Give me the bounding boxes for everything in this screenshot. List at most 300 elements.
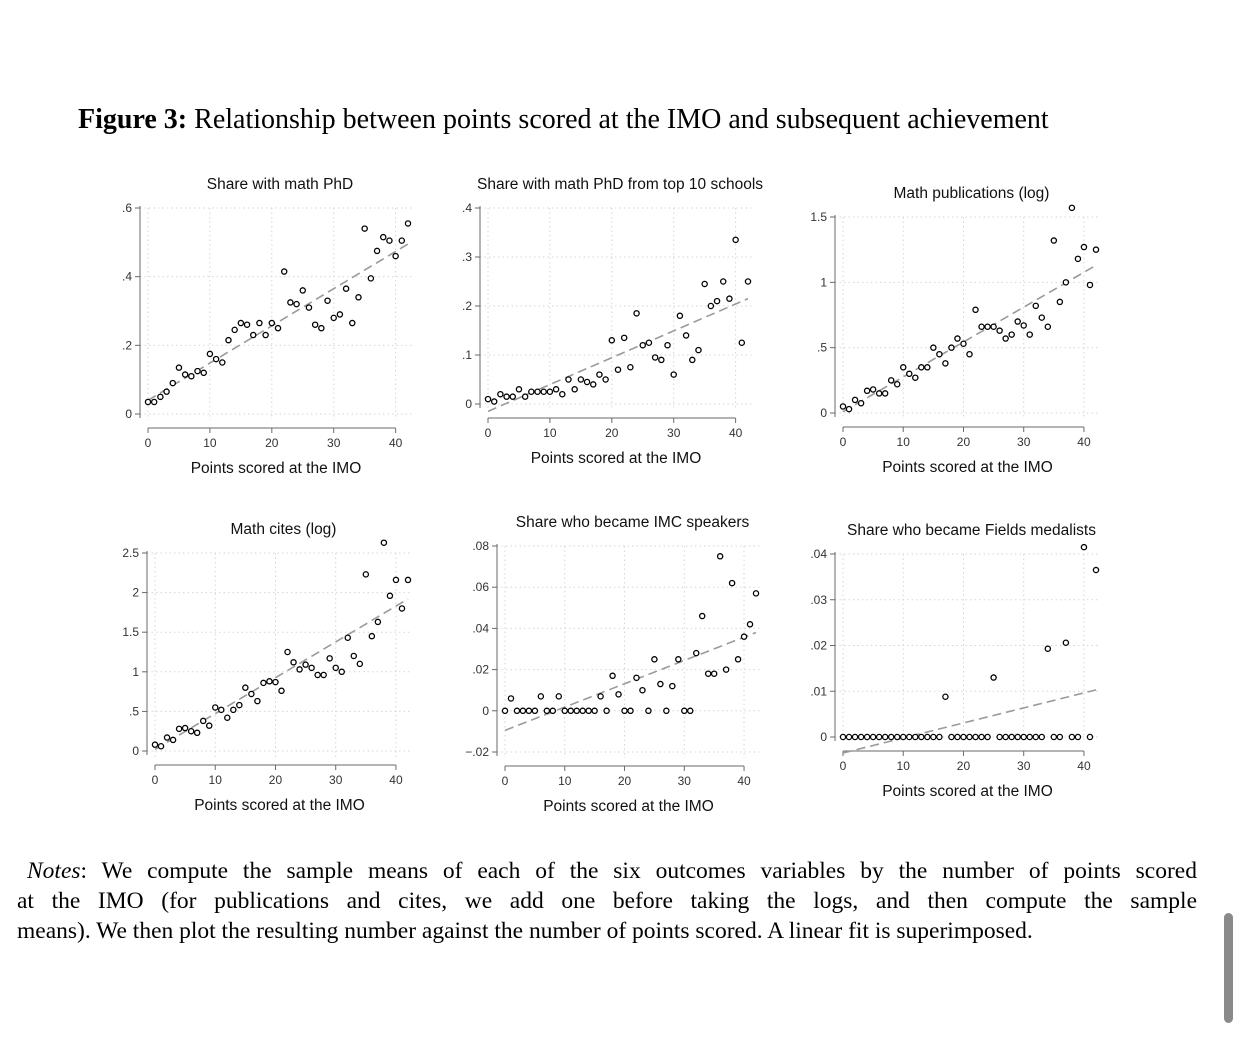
data-point [219, 707, 224, 712]
data-point [592, 708, 597, 713]
data-point [683, 333, 688, 338]
data-point [943, 694, 948, 699]
data-point [213, 356, 218, 361]
data-point [249, 691, 254, 696]
chart-panel-6 [810, 522, 1100, 800]
x-tick-label: 20 [617, 774, 632, 788]
x-tick-label: 40 [1077, 759, 1091, 773]
y-tick-label: .04 [810, 547, 827, 561]
data-point [288, 300, 293, 305]
data-point [864, 388, 869, 393]
data-point [852, 734, 857, 739]
x-tick-label: 40 [388, 436, 403, 450]
chart-panel-1 [122, 176, 412, 477]
data-point [393, 253, 398, 258]
data-point [671, 372, 676, 377]
data-point [535, 389, 540, 394]
x-tick-label: 40 [389, 773, 403, 787]
data-point [362, 226, 367, 231]
data-point [628, 365, 633, 370]
y-tick-label: .3 [461, 250, 472, 264]
x-tick-label: 10 [558, 774, 572, 788]
y-tick-label: 1 [132, 664, 139, 679]
data-point [529, 389, 534, 394]
data-point [846, 734, 851, 739]
x-axis-label: Points scored at the IMO [194, 797, 365, 814]
data-point [1027, 332, 1032, 337]
data-point [526, 708, 531, 713]
data-point [170, 737, 175, 742]
data-point [864, 734, 869, 739]
data-point [492, 399, 497, 404]
data-point [937, 352, 942, 357]
data-point [231, 707, 236, 712]
data-point [640, 688, 645, 693]
data-point [273, 679, 278, 684]
data-point [895, 382, 900, 387]
data-point [991, 324, 996, 329]
data-point [955, 734, 960, 739]
data-point [694, 651, 699, 656]
x-tick-label: 40 [737, 774, 751, 788]
data-point [1027, 734, 1032, 739]
data-point [195, 730, 200, 735]
x-tick-label: 20 [268, 773, 283, 787]
data-point [586, 708, 591, 713]
data-point [170, 381, 175, 386]
x-axis-label: Points scored at the IMO [882, 783, 1053, 800]
data-point [381, 235, 386, 240]
data-point [901, 734, 906, 739]
data-point [949, 345, 954, 350]
data-point [700, 613, 705, 618]
y-tick-label: .01 [810, 684, 827, 699]
data-point [640, 343, 645, 348]
data-point [514, 708, 519, 713]
data-point [261, 680, 266, 685]
fit-line [505, 633, 756, 731]
data-point [739, 340, 744, 345]
data-point [237, 702, 242, 707]
data-point [724, 667, 729, 672]
data-point [615, 367, 620, 372]
data-point [714, 299, 719, 304]
x-tick-label: 30 [1017, 435, 1031, 449]
data-point [1009, 734, 1014, 739]
data-point [562, 708, 567, 713]
data-point [919, 734, 924, 739]
data-point [646, 340, 651, 345]
y-tick-label: 0 [820, 406, 827, 420]
data-point [677, 313, 682, 318]
data-point [238, 320, 243, 325]
chart-panel-2 [462, 176, 763, 467]
data-point [1033, 734, 1038, 739]
data-point [659, 357, 664, 362]
data-point [158, 394, 163, 399]
data-point [319, 326, 324, 331]
data-point [591, 382, 596, 387]
x-tick-label: 10 [896, 435, 910, 449]
data-point [664, 708, 669, 713]
data-point [374, 248, 379, 253]
data-point [405, 221, 410, 226]
data-point [1057, 299, 1062, 304]
data-point [997, 734, 1002, 739]
notes-label: Notes [27, 858, 81, 884]
data-point [399, 238, 404, 243]
data-point [741, 634, 746, 639]
data-point [646, 708, 651, 713]
data-point [604, 708, 609, 713]
data-point [263, 332, 268, 337]
data-point [1051, 238, 1056, 243]
y-tick-label: .08 [472, 539, 489, 553]
data-point [369, 634, 374, 639]
data-point [164, 389, 169, 394]
data-point [955, 336, 960, 341]
data-point [895, 734, 900, 739]
data-point [858, 401, 863, 406]
data-point [547, 389, 552, 394]
x-tick-label: 20 [956, 759, 971, 773]
x-axis-label: Points scored at the IMO [543, 798, 714, 815]
data-point [690, 357, 695, 362]
data-point [267, 679, 272, 684]
data-point [516, 387, 521, 392]
data-point [702, 281, 707, 286]
data-point [1033, 303, 1038, 308]
data-point [1075, 734, 1080, 739]
data-point [350, 320, 355, 325]
data-point [189, 729, 194, 734]
data-point [541, 389, 546, 394]
data-point [943, 361, 948, 366]
x-tick-label: 20 [956, 435, 971, 449]
data-point [553, 387, 558, 392]
data-point [991, 675, 996, 680]
notes-line-3: means). We then plot the resulting number against the number of points scored. A linear fit is superimposed. [17, 918, 1033, 944]
data-point [967, 352, 972, 357]
data-point [337, 312, 342, 317]
data-point [309, 665, 314, 670]
data-point [285, 649, 290, 654]
data-point [877, 734, 882, 739]
x-tick-label: 40 [728, 426, 743, 440]
y-tick-label: .02 [810, 638, 827, 653]
data-point [201, 370, 206, 375]
data-point [1069, 734, 1074, 739]
y-tick-label: .4 [121, 269, 132, 284]
data-point [997, 328, 1002, 333]
y-tick-label: .1 [461, 348, 472, 362]
data-point [345, 635, 350, 640]
fit-line [843, 690, 1096, 753]
data-point [226, 338, 231, 343]
data-point [1045, 646, 1050, 651]
data-point [255, 699, 260, 704]
data-point [282, 269, 287, 274]
data-point [871, 734, 876, 739]
data-point [560, 392, 565, 397]
data-point [584, 379, 589, 384]
data-point [747, 622, 752, 627]
data-point [343, 286, 348, 291]
x-tick-label: 30 [329, 773, 343, 787]
data-point [733, 237, 738, 242]
chart-panel-4 [122, 521, 412, 814]
y-tick-label: .6 [121, 201, 132, 215]
data-point [634, 311, 639, 316]
data-point [913, 734, 918, 739]
data-point [201, 718, 206, 723]
data-point [889, 378, 894, 383]
data-point [658, 681, 663, 686]
data-point [158, 744, 163, 749]
data-point [183, 372, 188, 377]
data-point [919, 365, 924, 370]
data-point [1021, 734, 1026, 739]
data-point [634, 675, 639, 680]
data-point [610, 673, 615, 678]
x-tick-label: 0 [144, 436, 152, 450]
data-point [550, 708, 555, 713]
x-tick-label: 10 [896, 759, 910, 773]
data-point [937, 734, 942, 739]
notes-line-1 [17, 856, 1197, 886]
data-point [220, 360, 225, 365]
data-point [566, 377, 571, 382]
x-tick-label: 40 [1077, 435, 1091, 449]
data-point [985, 734, 990, 739]
data-point [846, 406, 851, 411]
fit-line [155, 599, 408, 749]
x-axis-label: Points scored at the IMO [530, 450, 702, 467]
x-tick-label: 30 [327, 436, 341, 450]
data-point [735, 657, 740, 662]
figure-notes [17, 856, 1197, 946]
chart-panel-3 [810, 185, 1100, 476]
data-point [405, 577, 410, 582]
data-point [152, 742, 157, 747]
x-tick-label: 20 [605, 426, 619, 440]
data-point [1075, 256, 1080, 261]
data-point [315, 672, 320, 677]
data-point [745, 279, 750, 284]
data-point [257, 320, 262, 325]
y-tick-label: 0 [820, 730, 827, 744]
data-point [207, 723, 212, 728]
chart-title: Math publications (log) [893, 185, 1050, 202]
chart-title: Share with math PhD [206, 176, 354, 193]
data-point [1057, 734, 1062, 739]
data-point [243, 685, 248, 690]
data-point [696, 348, 701, 353]
data-point [949, 734, 954, 739]
data-point [729, 580, 734, 585]
data-point [232, 327, 237, 332]
y-tick-label: .2 [121, 338, 132, 353]
data-point [1063, 640, 1068, 645]
data-point [721, 279, 726, 284]
data-point [852, 397, 857, 402]
data-point [213, 705, 218, 710]
y-tick-label: .03 [810, 592, 827, 607]
data-point [279, 688, 284, 693]
data-point [979, 734, 984, 739]
data-point [244, 322, 249, 327]
y-tick-label: 0 [482, 703, 489, 718]
chart-title: Share who became Fields medalists [847, 522, 1096, 539]
data-point [616, 692, 621, 697]
data-point [510, 394, 515, 399]
data-point [508, 696, 513, 701]
data-point [485, 397, 490, 402]
data-point [622, 708, 627, 713]
data-point [321, 672, 326, 677]
data-point [670, 683, 675, 688]
data-point [676, 657, 681, 662]
data-point [176, 726, 181, 731]
y-tick-label: .4 [461, 201, 472, 215]
data-point [688, 708, 693, 713]
data-point [251, 332, 256, 337]
data-point [523, 394, 528, 399]
data-point [973, 734, 978, 739]
data-point [325, 298, 330, 303]
data-point [1039, 734, 1044, 739]
data-point [967, 734, 972, 739]
data-point [727, 296, 732, 301]
data-point [840, 734, 845, 739]
x-tick-label: 30 [677, 774, 691, 788]
x-axis-label: Points scored at the IMO [882, 459, 1053, 476]
data-point [883, 391, 888, 396]
data-point [712, 671, 717, 676]
scrollbar-thumb[interactable] [1224, 913, 1233, 1023]
x-tick-label: 0 [839, 435, 847, 449]
data-point [297, 667, 302, 672]
data-point [189, 374, 194, 379]
data-point [357, 661, 362, 666]
data-point [1081, 244, 1086, 249]
data-point [387, 593, 392, 598]
data-point [1093, 567, 1098, 572]
x-tick-label: 10 [543, 426, 557, 440]
data-point [331, 315, 336, 320]
data-point [269, 320, 274, 325]
notes-line-1-text: : We compute the sample means of each of the six outcomes variables by the number of points scored [80, 858, 1197, 884]
y-tick-label: .5 [816, 340, 827, 355]
y-tick-label: 2.5 [122, 546, 139, 560]
data-point [653, 355, 658, 360]
data-point [1003, 336, 1008, 341]
data-point [556, 694, 561, 699]
data-point [498, 392, 503, 397]
fit-line [843, 265, 1096, 411]
data-point [580, 708, 585, 713]
data-point [718, 554, 723, 559]
data-point [195, 368, 200, 373]
chart-title: Share with math PhD from top 10 schools [476, 176, 764, 193]
data-point [901, 365, 906, 370]
data-point [538, 694, 543, 699]
data-point [907, 371, 912, 376]
data-point [275, 326, 280, 331]
data-point [1087, 734, 1092, 739]
data-point [1009, 332, 1014, 337]
data-point [368, 276, 373, 281]
y-tick-label: .06 [472, 580, 489, 595]
data-point [858, 734, 863, 739]
data-point [399, 606, 404, 611]
data-point [1015, 734, 1020, 739]
data-point [1021, 323, 1026, 328]
data-point [652, 657, 657, 662]
data-point [176, 365, 181, 370]
y-tick-label: .2 [461, 299, 472, 313]
data-point [961, 734, 966, 739]
data-point [313, 322, 318, 327]
data-point [568, 708, 573, 713]
data-point [294, 302, 299, 307]
y-tick-label: 1 [820, 275, 827, 290]
y-tick-label: 0 [125, 407, 132, 421]
data-point [985, 324, 990, 329]
data-point [603, 377, 608, 382]
chart-title: Share who became IMC speakers [515, 514, 750, 531]
data-point [883, 734, 888, 739]
data-point [871, 387, 876, 392]
data-point [574, 708, 579, 713]
data-point [925, 365, 930, 370]
x-tick-label: 0 [501, 774, 509, 788]
data-point [351, 653, 356, 658]
data-point [356, 295, 361, 300]
data-point [1063, 280, 1068, 285]
x-tick-label: 20 [265, 436, 279, 450]
y-tick-label: −.02 [465, 745, 489, 759]
x-tick-label: 30 [1017, 759, 1031, 773]
data-point [682, 708, 687, 713]
data-point [381, 540, 386, 545]
data-point [145, 399, 150, 404]
figure-label: Figure 3: [78, 104, 188, 135]
data-point [183, 725, 188, 730]
data-point [1069, 205, 1074, 210]
data-point [300, 288, 305, 293]
x-tick-label: 10 [208, 773, 222, 787]
y-tick-label: 1.5 [810, 210, 827, 224]
data-point [339, 669, 344, 674]
data-point [1045, 324, 1050, 329]
data-point [708, 303, 713, 308]
data-point [907, 734, 912, 739]
data-point [387, 238, 392, 243]
data-point [931, 734, 936, 739]
notes-line-2: at the IMO (for publications and cites, we add one before taking the logs, and then compute the sample [17, 888, 1197, 914]
chart-panel-5 [465, 514, 760, 815]
data-point [303, 662, 308, 667]
data-point [925, 734, 930, 739]
data-point [665, 343, 670, 348]
data-point [363, 572, 368, 577]
data-point [375, 619, 380, 624]
x-tick-label: 0 [484, 426, 492, 440]
data-point [164, 735, 169, 740]
data-point [706, 671, 711, 676]
data-point [572, 387, 577, 392]
